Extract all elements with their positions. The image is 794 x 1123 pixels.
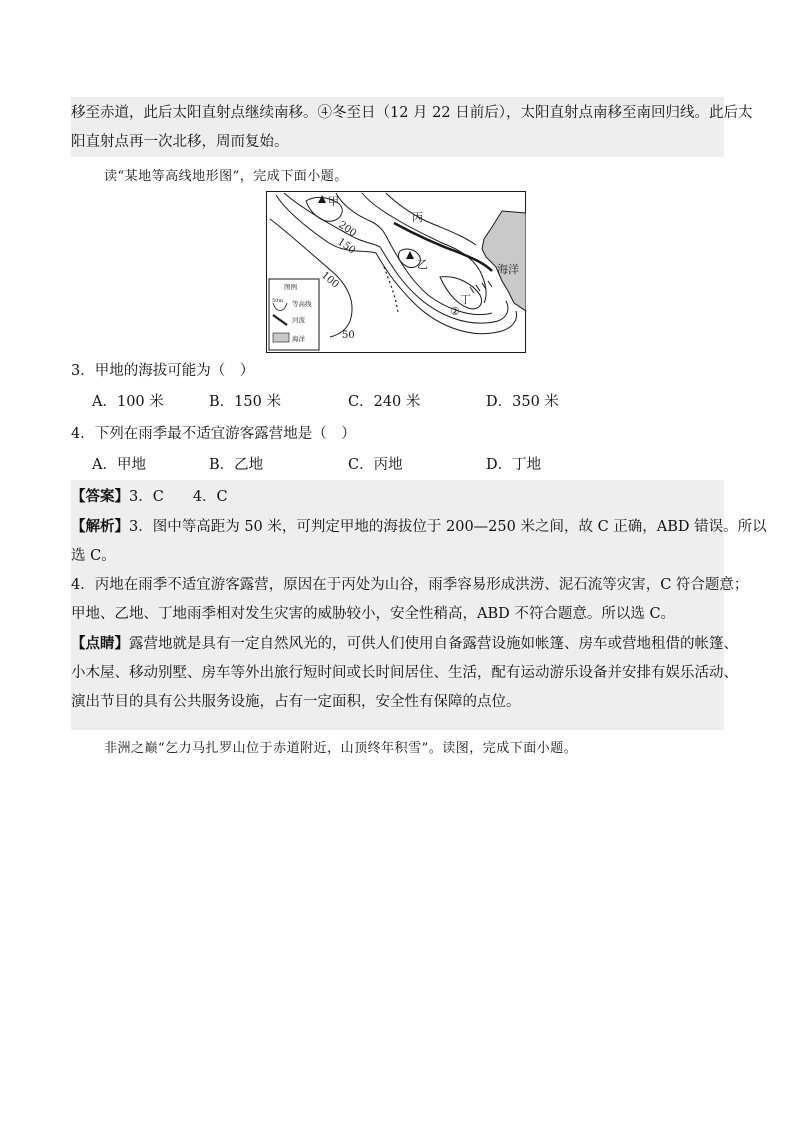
legend-contour: 等高线	[292, 300, 312, 308]
option-a: A．甲地	[92, 457, 146, 473]
question-3: 3．甲地的海拔可能为（ ）	[71, 363, 255, 379]
tip-line: 演出节目的具有公共服务设施，占有一定面积，安全性有保障的点位。	[71, 694, 521, 710]
option-a: A．100 米	[92, 394, 164, 410]
legend-river: 河流	[292, 316, 305, 324]
answer-text: 3．C 4．C	[129, 489, 228, 505]
map-legend	[269, 279, 319, 350]
label-c100: 100	[319, 269, 341, 291]
option-b: B．乙地	[209, 457, 264, 473]
next-intro: 非洲之巅“乞力马扎罗山位于赤道附近，山顶终年积雪”。读图，完成下面小题。	[104, 741, 578, 756]
question-4: 4．下列在雨季最不适宜游客露营地是（ ）	[71, 426, 356, 442]
legend-title: 图例	[284, 283, 297, 291]
analysis-line: 选 C。	[71, 548, 116, 564]
option-d: D．丁地	[486, 457, 542, 473]
option-c: C．240 米	[348, 394, 421, 410]
answer-block	[71, 480, 767, 730]
contour-map	[266, 191, 526, 353]
tip-line: 小木屋、移动别墅、房车等外出旅行短时间或长时间居住、生活，配有运动游乐设备并安排有娱乐活动、	[71, 665, 738, 681]
label-c50: 50	[342, 330, 355, 341]
analysis-text: 3．图中等高距为 50 米，可判定甲地的海拔位于 200—250 米之间，故 C 正确，ABD 错误。所以	[129, 519, 767, 535]
top-paragraph	[71, 97, 753, 157]
map-intro: 读“某地等高线地形图”，完成下面小题。	[104, 169, 348, 184]
label-jia: 甲	[328, 195, 339, 208]
legend-ocean: 海洋	[292, 335, 305, 343]
label-c150: 150	[335, 236, 358, 257]
label-bing: 丙	[412, 211, 423, 224]
analysis-line: 甲地、乙地、丁地雨季相对发生灾害的威胁较小，安全性稍高，ABD 不符合题意。所以选 C。	[71, 606, 676, 622]
analysis-label: 【解析】	[71, 518, 129, 535]
label-yi: 乙	[417, 258, 428, 271]
label-c200: 200	[336, 219, 359, 240]
label-ocean: 海洋	[497, 263, 519, 276]
answer-label: 【答案】	[71, 488, 129, 505]
label-circ2: ②	[450, 305, 460, 318]
legend-unit: 50m	[272, 298, 284, 304]
tip-text: 露营地就是具有一定自然风光的，可供人们使用自备露营设施如帐篷、房车或营地租借的帐篷、	[129, 636, 738, 652]
paragraph-line: 移至赤道，此后太阳直射点继续南移。④冬至日（12 月 22 日前后），太阳直射点南移至南回归线。此后太	[71, 105, 753, 121]
tip-label: 【点睛】	[71, 635, 129, 652]
analysis-line	[71, 512, 767, 542]
option-b: B．150 米	[209, 394, 281, 410]
option-c: C．丙地	[348, 457, 403, 473]
paragraph-line: 阳直射点再一次北移，周而复始。	[71, 134, 289, 150]
tip-line	[71, 629, 738, 659]
label-ding: 丁	[460, 293, 471, 306]
answer-line	[71, 480, 724, 512]
option-d: D．350 米	[486, 394, 559, 410]
analysis-line: 4．丙地在雨季不适宜游客露营，原因在于丙处为山谷，雨季容易形成洪涝、泥石流等灾害，C 符合题意；	[71, 577, 749, 593]
